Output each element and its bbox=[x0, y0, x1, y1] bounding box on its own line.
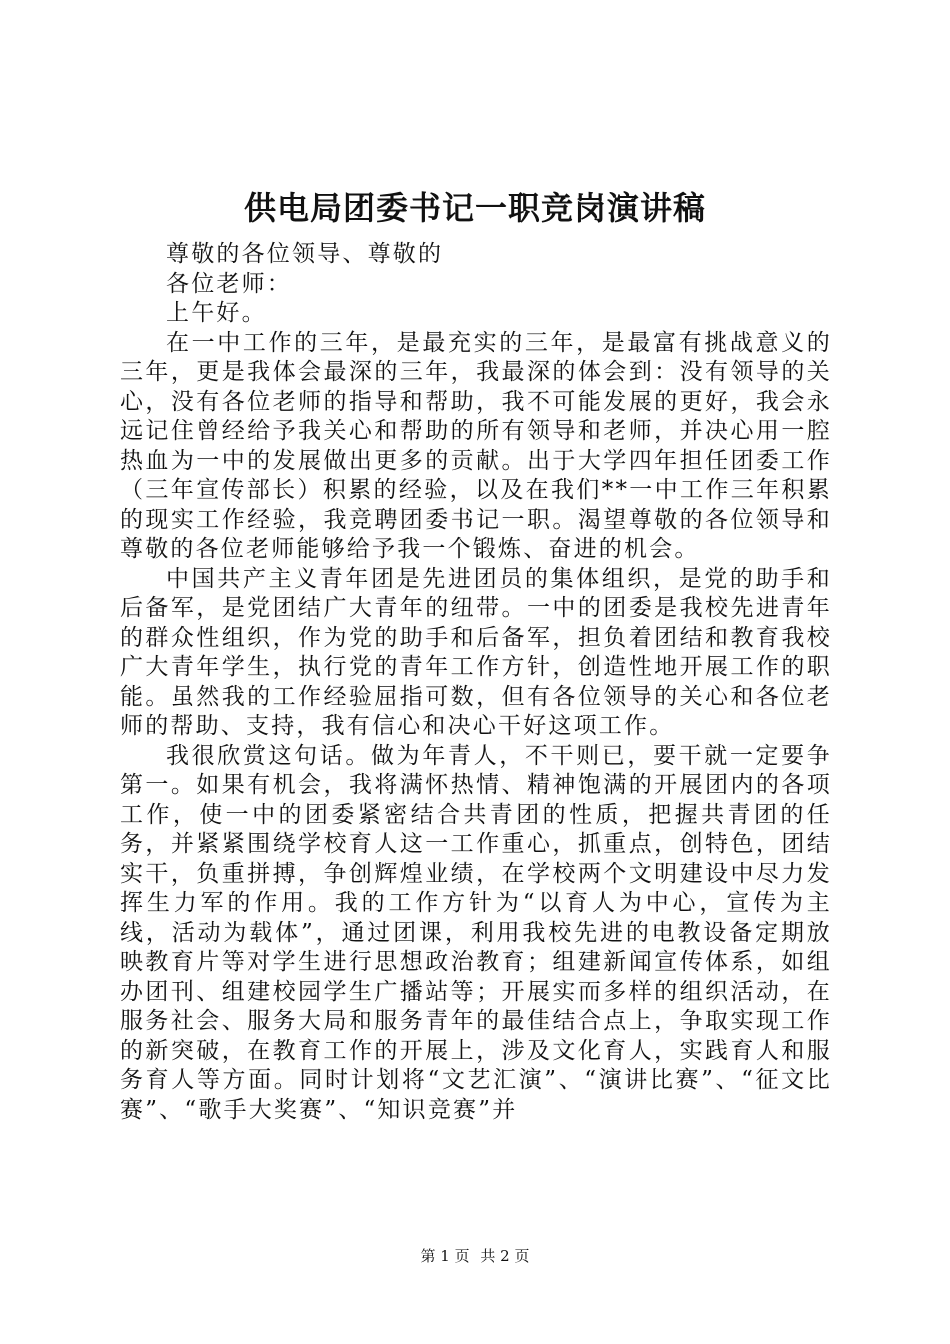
greeting-line-3: 上午好。 bbox=[166, 300, 267, 326]
page-footer bbox=[0, 1246, 950, 1266]
body-paragraph: 中国共产主义青年团是先进团员的集体组织，是党的助手和后备军，是党团结广大青年的纽带。一中的团委是我校先进青年的群众性组织，作为党的助手和后备军，担负着团结和教育我校广大青年学生，执行党的青年工作方针，创造性地开展工作的职能。虽然我的工作经验屈指可数，但有各位领导的关心和各位老师的帮助、支持，我有信心和决心干好这项工作。 bbox=[120, 565, 832, 739]
greeting-line-2: 各位老师： bbox=[166, 270, 292, 297]
greeting-line-1: 尊敬的各位领导、尊敬的 bbox=[166, 241, 444, 267]
document-body bbox=[120, 240, 832, 1125]
body-paragraph: 我很欣赏这句话。做为年青人，不干则已，要干就一定要争第一。如果有机会，我将满怀热情、精神饱满的开展团内的各项工作，使一中的团委紧密结合共青团的性质，把握共青团的任务，并紧紧围绕学校育人这一工作重心，抓重点，创特色，团结实干，负重拼搏，争创辉煌业绩，在学校两个文明建设中尽力发挥生力军的作用。我的工作方针为“以育人为中心，宣传为主线，活动为载体”，通过团课，利用我校先进的电教设备定期放映教育片等对学生进行思想政治教育；组建新闻宣传体系，如组办团刊、组建校园学生广播站等；开展实而多样的组织活动，在服务社会、服务大局和服务青年的最佳结合点上，争取实现工作的新突破，在教育工作的开展上，涉及文化育人，实践育人和服务育人等方面。同时计划将“文艺汇演”、“演讲比赛”、“征文比赛”、“歌手大奖赛”、“知识竞赛”并 bbox=[120, 742, 832, 1123]
page-number: 第 1 页 bbox=[420, 1247, 470, 1265]
page-total: 共 2 页 bbox=[480, 1247, 530, 1265]
document-title: 供电局团委书记一职竞岗演讲稿 bbox=[243, 189, 706, 227]
body-paragraph: 在一中工作的三年，是最充实的三年，是最富有挑战意义的三年，更是我体会最深的三年，我最深的体会到：没有领导的关心，没有各位老师的指导和帮助，我不可能发展的更好，我会永远记住曾经给予我关心和帮助的所有领导和老师，并决心用一腔热血为一中的发展做出更多的贡献。出于大学四年担任团委工作（三年宣传部长）积累的经验，以及在我们**一中工作三年积累的现实工作经验，我竞聘团委书记一职。渴望尊敬的各位领导和尊敬的各位老师能够给予我一个锻炼、奋进的机会。 bbox=[120, 329, 832, 562]
